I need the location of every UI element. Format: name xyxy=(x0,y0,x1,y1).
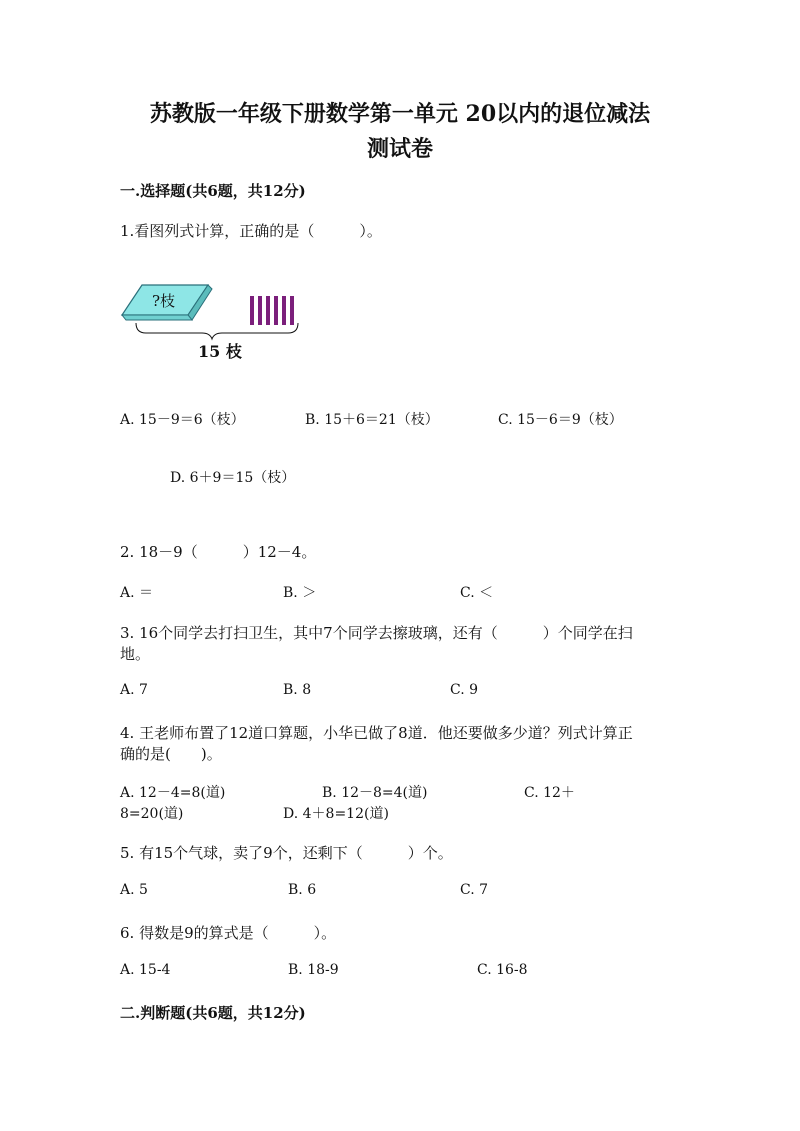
option-b: B. 8 xyxy=(283,682,312,698)
question-2-stem: 2. 18－9（ ）12－4。 xyxy=(120,543,317,561)
option-c: C. 12＋ xyxy=(524,785,575,801)
question-5-stem: 5. 有15个气球，卖了9个，还剩下（ ）个。 xyxy=(120,844,453,862)
option-a: A. 5 xyxy=(120,882,148,898)
option-c: C. 16-8 xyxy=(477,962,528,978)
option-b: B. 18-9 xyxy=(288,962,339,978)
stick xyxy=(290,296,294,325)
option-c: C. 9 xyxy=(450,682,479,698)
section-heading-judgement: 二.判断题(共6题，共12分) xyxy=(120,1004,306,1022)
question-1-stem: 1.看图列式计算，正确的是（ ）。 xyxy=(120,222,382,240)
stick-bundle xyxy=(250,296,294,325)
option-b: B. 15＋6＝21（枝） xyxy=(305,412,439,428)
page-title: 苏教版一年级下册数学第一单元 20以内的退位减法 xyxy=(149,101,651,127)
option-a: A. 12－4=8(道) xyxy=(120,785,226,801)
section-heading-choice: 一.选择题(共6题，共12分) xyxy=(120,182,306,200)
brace xyxy=(136,323,298,339)
option-d: D. 4＋8=12(道) xyxy=(283,806,389,822)
question-1-figure xyxy=(120,275,320,370)
option-a: A. 15－9＝6（枝） xyxy=(120,412,245,428)
question-3-stem: 3. 16个同学去打扫卫生，其中7个同学去擦玻璃，还有（ ）个同学在扫 xyxy=(120,624,633,642)
option-a: A. 7 xyxy=(120,682,148,698)
option-b: B. 6 xyxy=(288,882,317,898)
stick xyxy=(274,296,278,325)
option-d: D. 6＋9＝15（枝） xyxy=(170,470,296,486)
question-3-stem-cont: 地。 xyxy=(120,645,151,663)
pencil-box-front xyxy=(122,315,192,320)
question-6-stem: 6. 得数是9的算式是（ ）。 xyxy=(120,924,337,942)
option-c-cont: 8=20(道) xyxy=(120,806,184,822)
question-4-stem-cont: 确的是( )。 xyxy=(120,745,222,763)
total-label: 15 枝 xyxy=(198,342,242,361)
stick xyxy=(258,296,262,325)
option-a: A. ＝ xyxy=(120,585,154,601)
stick xyxy=(282,296,286,325)
option-b: B. ＞ xyxy=(283,585,317,601)
option-a: A. 15-4 xyxy=(120,962,171,978)
option-b: B. 12－8=4(道) xyxy=(322,785,428,801)
option-c: C. 7 xyxy=(460,882,489,898)
stick xyxy=(266,296,270,325)
option-c: C. 15－6＝9（枝） xyxy=(498,412,623,428)
option-c: C. ＜ xyxy=(460,585,494,601)
stick xyxy=(250,296,254,325)
question-4-stem: 4. 王老师布置了12道口算题，小华已做了8道．他还要做多少道？列式计算正 xyxy=(120,724,633,742)
page-title-line2: 测试卷 xyxy=(366,136,433,162)
box-label: ?枝 xyxy=(152,292,176,310)
